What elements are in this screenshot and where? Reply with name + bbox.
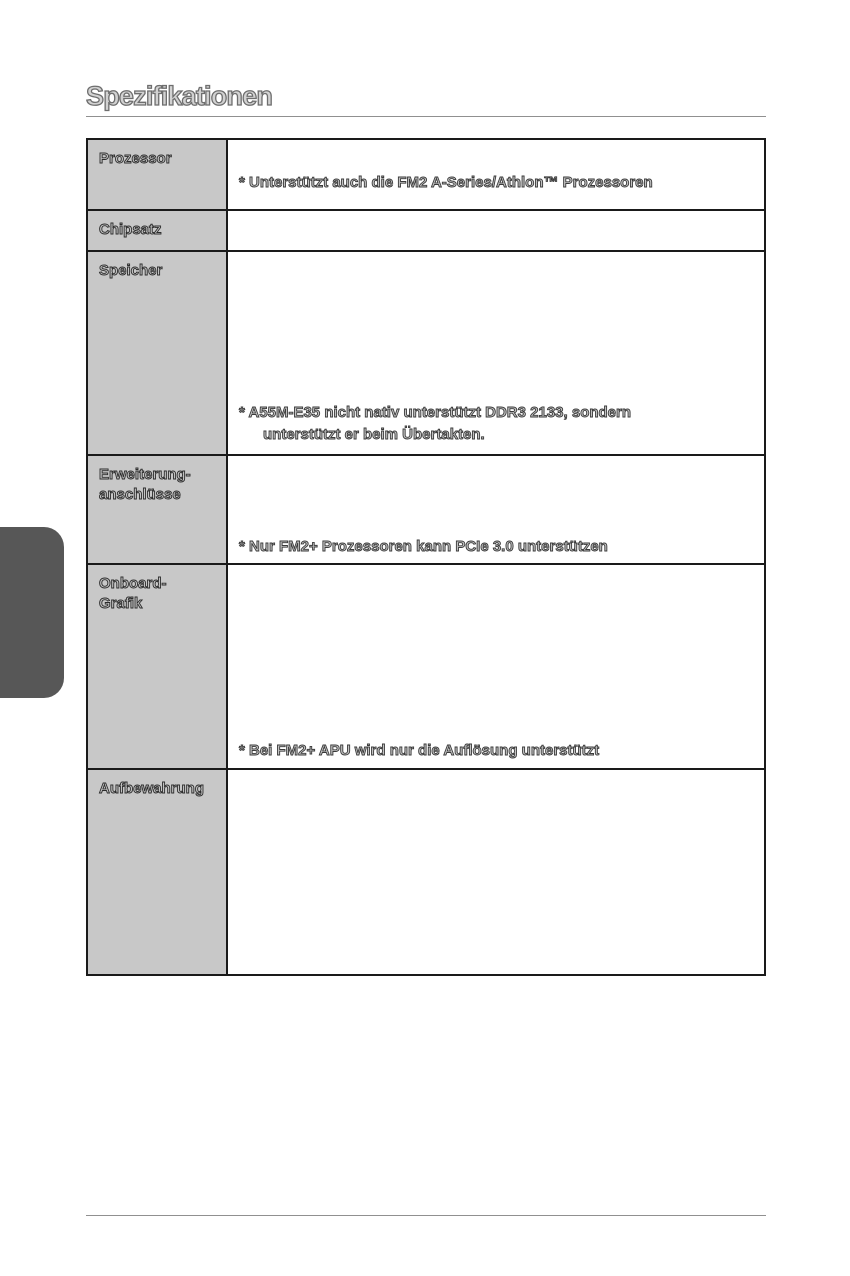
title-divider bbox=[86, 116, 766, 117]
page-title: Spezifikationen bbox=[86, 81, 273, 111]
spec-row-onboard-grafik bbox=[88, 563, 764, 768]
spec-value-onboard-grafik bbox=[228, 565, 764, 768]
spec-value-chipsatz bbox=[228, 211, 764, 250]
spec-value-prozessor bbox=[228, 140, 764, 209]
spec-label-speicher: Speicher bbox=[88, 252, 228, 454]
spec-note-erweiterung-text: * Nur FM2+ Prozessoren kann PCIe 3.0 unterstützen bbox=[239, 538, 608, 555]
spec-value-speicher bbox=[228, 252, 764, 454]
spec-note-speicher bbox=[239, 402, 631, 446]
spec-row-erweiterung bbox=[88, 454, 764, 563]
spec-label-prozessor: Prozessor bbox=[88, 140, 228, 209]
spec-row-aufbewahrung bbox=[88, 768, 764, 974]
spec-note-prozessor bbox=[239, 172, 653, 194]
spec-label-chipsatz: Chipsatz bbox=[88, 211, 228, 250]
spec-row-chipsatz bbox=[88, 209, 764, 250]
chapter-side-tab bbox=[0, 527, 64, 698]
spec-row-speicher bbox=[88, 250, 764, 454]
spec-row-prozessor bbox=[88, 140, 764, 209]
spec-label-aufbewahrung: Aufbewahrung bbox=[88, 770, 228, 974]
spec-note-prozessor-text: * Unterstützt auch die FM2 A-Series/Athlon™ Prozessoren bbox=[239, 174, 653, 191]
spec-note-speicher-continuation: unterstützt er beim Übertakten. bbox=[263, 426, 485, 443]
spec-note-onboard-grafik bbox=[239, 740, 599, 762]
spec-value-aufbewahrung bbox=[228, 770, 764, 974]
spec-label-erweiterung: Erweiterung- anschlüsse bbox=[88, 456, 228, 563]
spec-table bbox=[86, 138, 766, 976]
spec-note-erweiterung bbox=[239, 536, 608, 558]
spec-label-onboard-grafik: Onboard- Grafik bbox=[88, 565, 228, 768]
spec-note-onboard-grafik-text: * Bei FM2+ APU wird nur die Auflösung unterstützt bbox=[239, 742, 600, 759]
spec-value-erweiterung bbox=[228, 456, 764, 563]
footer-divider bbox=[86, 1215, 766, 1216]
spec-note-speicher-text: * A55M-E35 nicht nativ unterstützt DDR3 2133, sondern bbox=[239, 404, 632, 421]
